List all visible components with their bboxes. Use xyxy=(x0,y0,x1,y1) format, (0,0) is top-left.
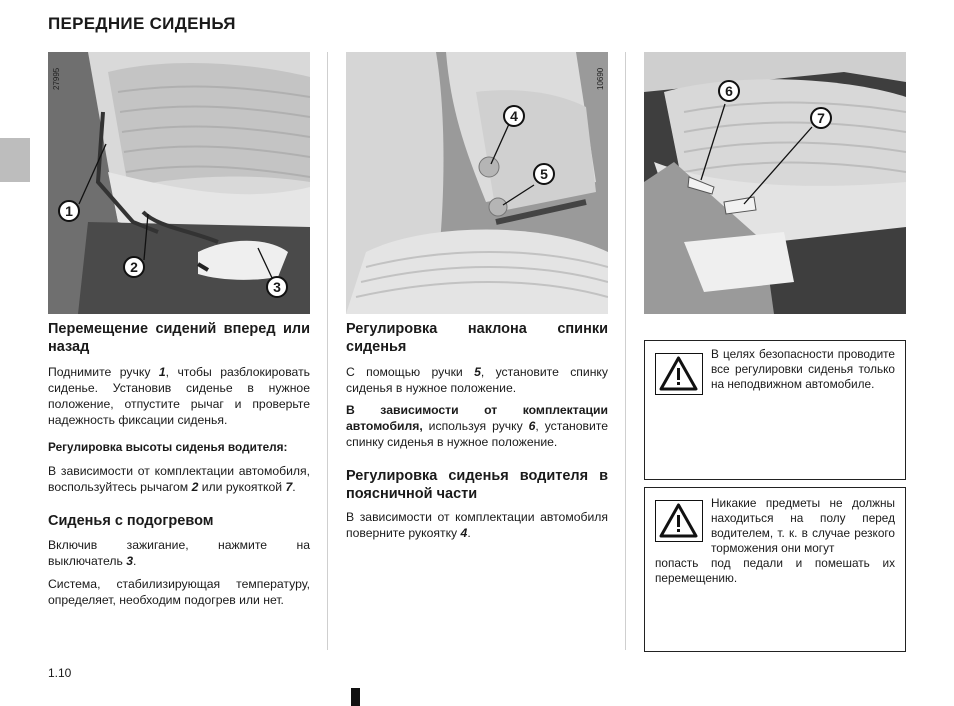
warning-text-1: В целях безопасности проводите все регулировки сиденья только на неподвижном автомобиле. xyxy=(711,347,895,391)
callout-6: 6 xyxy=(718,80,740,102)
seat-slide-lever-photo xyxy=(48,52,310,314)
warning-box-1 xyxy=(644,340,906,480)
warning-box-2 xyxy=(644,487,906,652)
ref-number: 7 xyxy=(285,480,293,494)
section-tab-marker xyxy=(0,138,30,182)
callout-1: 1 xyxy=(58,200,80,222)
ref-number: 4 xyxy=(460,526,468,540)
text-run: Поднимите ручку xyxy=(48,365,159,379)
callout-4: 4 xyxy=(503,105,525,127)
text-run: . xyxy=(133,554,137,568)
callout-5: 5 xyxy=(533,163,555,185)
text-run: Включив зажигание, нажмите на выключатель xyxy=(48,538,310,568)
page-number: 1.10 xyxy=(48,666,72,680)
page-title: ПЕРЕДНИЕ СИДЕНЬЯ xyxy=(48,14,236,33)
heading-lumbar: Регулировка сиденья водителя в поясничной части xyxy=(346,468,608,502)
heading-recline: Регулировка наклона спинки сиденья xyxy=(346,321,608,355)
column-1-text xyxy=(48,320,310,608)
column-2-text xyxy=(346,320,608,541)
text-run: . xyxy=(292,480,296,494)
heading-seat-height: Регулировка высоты сиденья водителя: xyxy=(48,440,288,454)
image-code: 10690 xyxy=(596,67,605,90)
paragraph-seat-height xyxy=(48,463,310,495)
text-run: С помощью ручки xyxy=(346,365,475,379)
bottom-marker xyxy=(351,688,360,706)
ref-number: 3 xyxy=(126,554,133,568)
text-run-bold: В зависимости от комплектации автомобиля, xyxy=(346,403,608,433)
column-divider xyxy=(625,52,626,650)
seat-back-recline-photo xyxy=(346,52,608,314)
ref-number: 6 xyxy=(528,419,536,433)
text-run: , установите спинку сиденья в нужное положение. xyxy=(346,365,608,395)
paragraph-seat-move xyxy=(48,364,310,428)
warning-triangle-icon xyxy=(655,500,703,542)
warning-text-2a: Никакие предметы не должны находиться на полу перед водителем, т. к. в случае резкого торможения они могут xyxy=(711,496,895,555)
text-run: . xyxy=(467,526,471,540)
text-run: В зависимости от комплектации автомобиля поверните рукоятку xyxy=(346,510,608,540)
ref-number: 5 xyxy=(474,365,481,379)
column-divider xyxy=(327,52,328,650)
heading-seat-move: Перемещение сидений вперед или назад xyxy=(48,321,310,355)
callout-2: 2 xyxy=(123,256,145,278)
text-run: или рукояткой xyxy=(198,480,286,494)
text-run: , установите спинку сиденья в нужное положение. xyxy=(346,419,608,449)
paragraph-heated-seats-1 xyxy=(48,537,310,569)
paragraph-lumbar xyxy=(346,509,608,541)
text-run: используя ручку xyxy=(422,419,529,433)
paragraph-recline-2 xyxy=(346,402,608,450)
image-code: 27995 xyxy=(52,67,61,90)
warning-text-2b: попасть под педали и помешать их перемещению. xyxy=(655,556,895,585)
text-run: , чтобы разблокировать сиденье. Установив сиденье в нужное положение, отпустите рычаг и проверьте надежность фиксации сиденья. xyxy=(48,365,310,427)
seat-height-handle-photo xyxy=(644,52,906,314)
paragraph-heated-seats-2: Система, стабилизирующая температуру, определяет, необходим подогрев или нет. xyxy=(48,577,310,607)
warning-triangle-icon xyxy=(655,353,703,395)
paragraph-recline-1 xyxy=(346,364,608,396)
callout-3: 3 xyxy=(266,276,288,298)
heading-heated-seats: Сиденья с подогревом xyxy=(48,513,214,529)
text-run: В зависимости от комплектации автомобиля, воспользуйтесь рычагом xyxy=(48,464,310,494)
ref-number: 1 xyxy=(158,365,166,379)
callout-7: 7 xyxy=(810,107,832,129)
ref-number: 2 xyxy=(191,480,199,494)
